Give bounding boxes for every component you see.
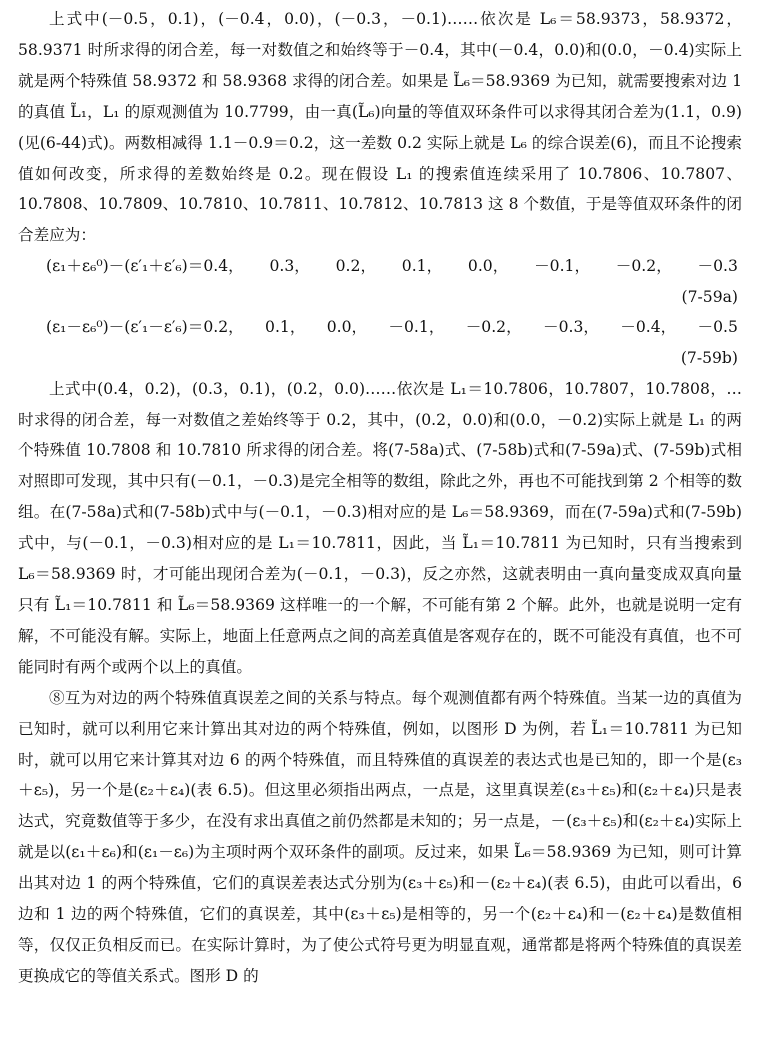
equation-value: －0.1， — [534, 257, 591, 276]
equation-value: 0.3， — [269, 257, 310, 276]
equation-value: －0.2， — [615, 257, 672, 276]
equation-number: (7-59a) — [681, 287, 738, 306]
equation-value: 0.0， — [467, 257, 509, 276]
equation-value: －0.3 — [697, 257, 738, 276]
document-page — [18, 4, 742, 992]
equation-7-59b — [18, 312, 742, 343]
equation-7-59a — [18, 251, 742, 282]
paragraph-1: 上式中(－0.5，0.1)，(－0.4，0.0)，(－0.3，－0.1)……依次是 L₆＝58.9373，58.9372，58.9371 时所求得的闭合差，每一对数值之和始终等于－0.4，其中(－0.4，0.0)和(0.0，－0.4)实际上就是两个特殊值 58.9372 和 58.9368 求得的闭合差。如果是 L̃₆＝58.9369 为已知，就需要搜索对边 1 的真值 L̃₁，L₁ 的原观测值为 10.7799，由一真(L̃₆)向量的等值双环条件可以求得其闭合差为(1.1，0.9)(见(6-44)式)。两数相减得 1.1－0.9＝0.2，这一差数 0.2 实际上就是 L₆ 的综合误差(6)，而且不论搜索值如何改变，所求得的差数始终是 0.2。现在假设 L₁ 的搜索值连续采用了 10.7806、10.7807、10.7808、10.7809、10.7810、10.7811、10.7812、10.7813 这 8 个数值，于是等值双环条件的闭合差应为： — [18, 10, 742, 245]
equation-lhs: (ε₁－ε₆⁰)－(ε′₁－ε′₆)＝0.2， — [46, 318, 244, 337]
equation-lhs: (ε₁＋ε₆⁰)－(ε′₁＋ε′₆)＝0.4， — [46, 257, 244, 276]
equation-number: (7-59b) — [680, 349, 738, 368]
equation-value: －0.5 — [697, 318, 738, 337]
equation-value: －0.4， — [620, 318, 677, 337]
equation-value: －0.3， — [542, 318, 599, 337]
equation-value: 0.1， — [265, 318, 306, 337]
equation-value: 0.1， — [401, 257, 443, 276]
paragraph-3: ⑧互为对边的两个特殊值真误差之间的关系与特点。每个观测值都有两个特殊值。当某一边的真值为已知时，就可以利用它来计算出其对边的两个特殊值，例如，以图形 D 为例，若 L̃₁＝10.7811 为已知时，就可以用它来计算其对边 6 的两个特殊值，而且特殊值的真误差的表达式也是已知的，即一个是(ε₃＋ε₅)，另一个是(ε₂＋ε₄)(表 6.5)。但这里必须指出两点，一点是，这里真误差(ε₃＋ε₅)和(ε₂＋ε₄)只是表达式，究竟数值等于多少，在没有求出真值之前仍然都是未知的；另一点是，－(ε₃＋ε₅)和(ε₂＋ε₄)实际上就是以(ε₁＋ε₆)和(ε₁－ε₆)为主项时两个双环条件的副项。反过来，如果 L̃₆＝58.9369 为已知，则可计算出其对边 1 的两个特殊值，它们的真误差表达式分别为(ε₃＋ε₅)和－(ε₂＋ε₄)(表 6.5)，由此可以看出，6 边和 1 边的两个特殊值，它们的真误差，其中(ε₃＋ε₅)是相等的，另一个(ε₂＋ε₄)和－(ε₂＋ε₄)是数值相等，仅仅正负相反而已。在实际计算时，为了使公式符号更为明显直观，通常都是将两个特殊值的真误差更换成它的等值关系式。图形 D 的 — [18, 688, 742, 985]
paragraph-2: 上式中(0.4，0.2)，(0.3，0.1)，(0.2，0.0)……依次是 L₁＝10.7806，10.7807，10.7808，…时求得的闭合差，每一对数值之差始终等于 0.2，其中，(0.2，0.0)和(0.0，－0.2)实际上就是 L₁ 的两个特殊值 10.7808 和 10.7810 所求得的闭合差。将(7-58a)式、(7-58b)式和(7-59a)式、(7-59b)式相对照即可发现，其中只有(－0.1，－0.3)是完全相等的数组，除此之外，再也不可能找到第 2 个相等的数组。在(7-58a)式和(7-58b)式中与(－0.1，－0.3)相对应的是 L₆＝58.9369，而在(7-59a)式和(7-59b)式中，与(－0.1，－0.3)相对应的是 L₁＝10.7811，因此，当 L̃₁＝10.7811 为已知时，只有当搜索到 L₆＝58.9369 时，才可能出现闭合差为(－0.1，－0.3)，反之亦然，这就表明由一真向量变成双真向量只有 L̃₁＝10.7811 和 L̃₆＝58.9369 这样唯一的一个解，不可能有第 2 个解。此外，也就是说明一定有解，不可能没有解。实际上，地面上任意两点之间的高差真值是客观存在的，既不可能没有真值，也不可能同时有两个或两个以上的真值。 — [18, 379, 742, 676]
equation-value: －0.2， — [465, 318, 522, 337]
equation-value: －0.1， — [388, 318, 445, 337]
equation-value: 0.2， — [335, 257, 377, 276]
equation-value: 0.0， — [326, 318, 368, 337]
